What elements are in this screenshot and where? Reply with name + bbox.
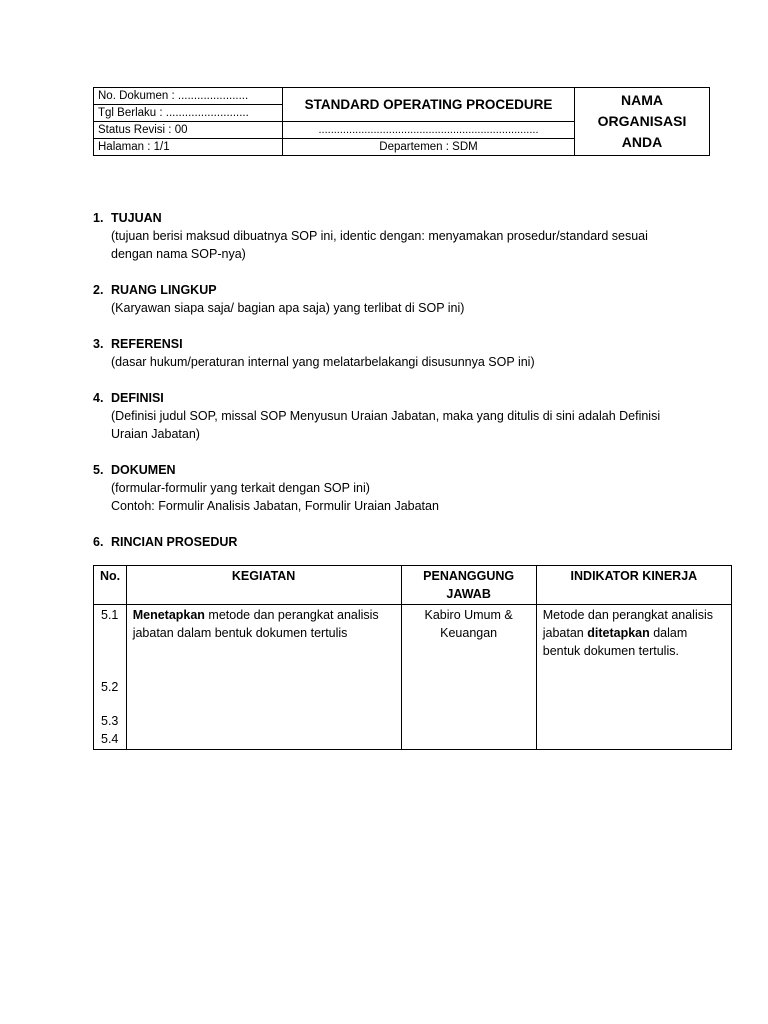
penanggung-jawab-cell	[401, 605, 536, 750]
section-tujuan	[93, 209, 733, 263]
section-body	[93, 479, 733, 515]
section-number: 4.	[93, 391, 104, 405]
table-header-row	[94, 566, 732, 605]
section-number: 2.	[93, 283, 104, 297]
status-revisi: Status Revisi : 00	[94, 122, 283, 139]
section-title: DEFINISI	[111, 391, 164, 405]
header-indikator-kinerja: INDIKATOR KINERJA	[536, 566, 731, 605]
org-line: ANDA	[621, 134, 663, 150]
header-no: No.	[94, 566, 127, 605]
header-kegiatan: KEGIATAN	[126, 566, 401, 605]
header-line: PENANGGUNG	[423, 569, 515, 583]
section-title: RINCIAN PROSEDUR	[111, 535, 238, 549]
section-line: (tujuan berisi maksud dibuatnya SOP ini, identic dengan: menyamakan prosedur/standard sesuai	[111, 229, 648, 243]
header-line: JAWAB	[446, 587, 491, 601]
section-number: 1.	[93, 211, 104, 225]
section-ruang-lingkup	[93, 281, 733, 317]
no-dokumen: No. Dokumen : ......................	[94, 88, 283, 105]
sop-name-placeholder: ........................................................................	[283, 122, 575, 139]
section-line: (dasar hukum/peraturan internal yang melatarbelakangi disusunnya SOP ini)	[111, 355, 535, 369]
tgl-berlaku: Tgl Berlaku : ..........................	[94, 105, 283, 122]
section-line: (formular-formulir yang terkait dengan SOP ini)	[111, 481, 370, 495]
sop-header-table	[93, 87, 710, 156]
row-number: 5.2	[101, 680, 119, 694]
row-number: 5.1	[101, 608, 119, 622]
procedure-table	[93, 565, 732, 750]
kegiatan-cell	[126, 605, 401, 750]
section-title: DOKUMEN	[111, 463, 176, 477]
sop-sections	[93, 209, 733, 569]
header-penanggung-jawab	[401, 566, 536, 605]
indikator-verb: ditetapkan	[587, 626, 650, 640]
departemen: Departemen : SDM	[283, 139, 575, 156]
section-title: RUANG LINGKUP	[111, 283, 217, 297]
section-title: TUJUAN	[111, 211, 162, 225]
section-number: 5.	[93, 463, 104, 477]
section-dokumen	[93, 461, 733, 515]
section-line: (Definisi judul SOP, missal SOP Menyusun Uraian Jabatan, maka yang ditulis di sini adalah Definisi	[111, 409, 661, 423]
sop-title: STANDARD OPERATING PROCEDURE	[283, 88, 575, 122]
section-line: dengan nama SOP-nya)	[111, 247, 246, 261]
section-body	[93, 299, 733, 317]
section-body	[93, 353, 733, 371]
section-line: (Karyawan siapa saja/ bagian apa saja) yang terlibat di SOP ini)	[111, 301, 465, 315]
indikator-cell	[536, 605, 731, 750]
section-definisi	[93, 389, 733, 443]
kegiatan-verb: Menetapkan	[132, 608, 205, 622]
halaman: Halaman : 1/1	[94, 139, 283, 156]
section-line: Uraian Jabatan)	[111, 427, 200, 441]
indikator-text: Metode dan perangkat analisis jabatan	[542, 608, 714, 640]
row-numbers	[94, 605, 127, 750]
table-row	[94, 605, 732, 750]
pj-line: Keuangan	[440, 626, 498, 640]
section-number: 6.	[93, 535, 104, 549]
kegiatan-text: metode dan perangkat analisis jabatan dalam bentuk dokumen tertulis	[132, 608, 379, 640]
section-body	[93, 407, 733, 443]
section-rincian-prosedur	[93, 533, 733, 551]
org-line: ORGANISASI	[597, 113, 687, 129]
pj-line: Kabiro Umum &	[424, 608, 513, 622]
organization-name	[575, 88, 710, 156]
indikator-text: dalam bentuk dokumen tertulis.	[542, 626, 688, 658]
row-number: 5.3	[101, 714, 119, 728]
org-line: NAMA	[621, 92, 663, 108]
section-referensi	[93, 335, 733, 371]
section-number: 3.	[93, 337, 104, 351]
section-body	[93, 227, 733, 263]
row-number: 5.4	[101, 732, 119, 746]
section-title: REFERENSI	[111, 337, 183, 351]
section-line: Contoh: Formulir Analisis Jabatan, Formulir Uraian Jabatan	[111, 499, 439, 513]
